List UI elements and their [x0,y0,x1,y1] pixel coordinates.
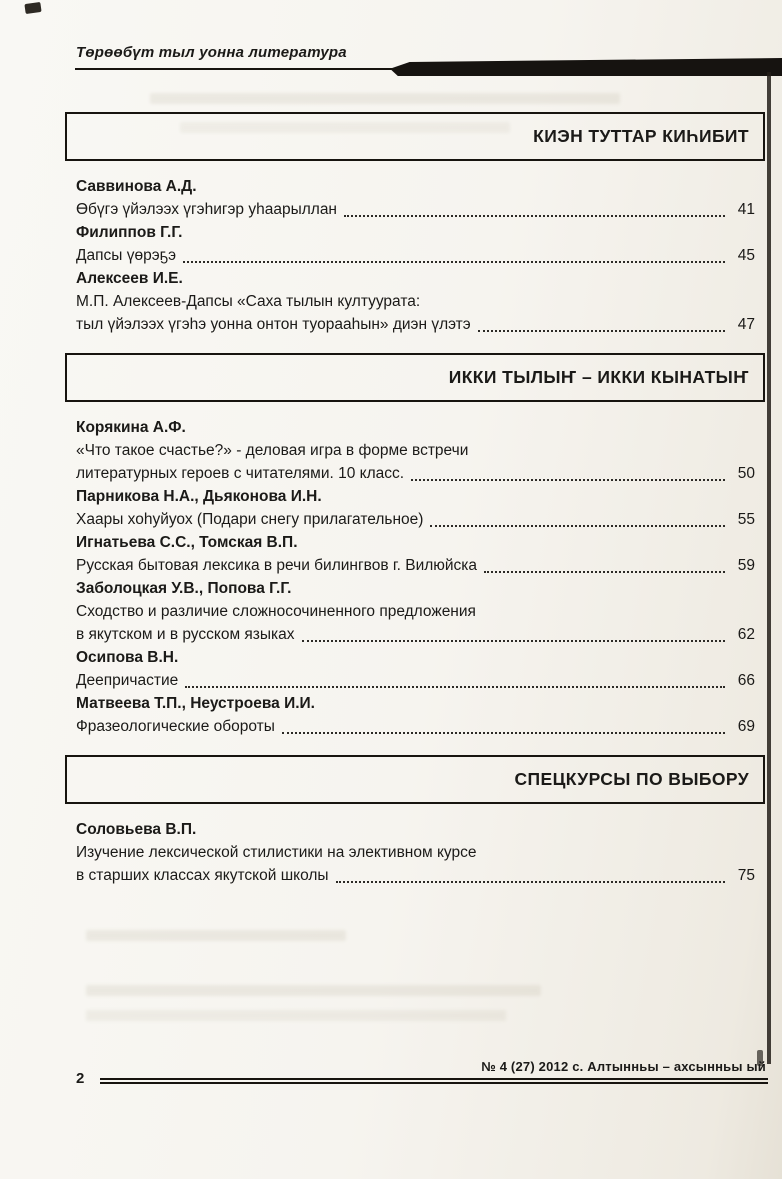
toc-entry-title: Өбүгэ үйэлээх үгэһигэр уһаарыллан [76,201,337,218]
toc-entry-title: Хаары хоһуйуох (Подари снегу прилагательное) [76,511,424,528]
toc-entry-page-number: 69 [737,718,755,735]
dot-leader [183,261,725,263]
toc-entry-title: «Что такое счастье?» - деловая игра в форме встречи [76,442,469,459]
toc-entry-title-line [76,313,755,336]
section-entries [65,818,765,887]
toc-entry-authors: Саввинова А.Д. [76,178,197,195]
toc-entry-title-line [76,198,755,221]
toc-entry [76,416,755,485]
bleed-through-text [86,985,541,996]
toc-entry-title: Деепричастие [76,672,179,689]
header-rule [75,68,405,70]
toc-entry-title-line [76,462,755,485]
toc-entry-title: литературных героев с читателями. 10 класс. [76,465,405,482]
toc-entry-authors: Осипова В.Н. [76,649,179,666]
toc-entry-authors: Алексеев И.Е. [76,270,183,287]
toc-entry [76,485,755,531]
toc-entry-page-number: 41 [737,201,755,218]
toc-entry-title: Изучение лексической стилистики на элективном курсе [76,844,477,861]
toc-entry-authors: Корякина А.Ф. [76,419,186,436]
toc-entry-page-number: 66 [737,672,755,689]
section-header-kien-tuttar [65,112,765,161]
toc-entry [76,267,755,336]
toc-entry-page-number: 62 [737,626,755,643]
dot-leader [336,881,725,883]
toc-entry [76,531,755,577]
dot-leader [344,215,725,217]
toc-entry-title: тыл үйэлээх үгэһэ уонна онтон туорааһын» диэн үлэтэ [76,316,471,333]
footer-double-rule [100,1078,768,1084]
section-header-ikki-tylyn [65,353,765,402]
dot-leader [282,732,725,734]
section-entries [65,416,765,738]
toc-entry [76,577,755,646]
toc-entry-page-number: 75 [737,867,755,884]
section-title: КИЭН ТУТТАР КИҺИБИТ [533,126,749,146]
bleed-through-text [86,930,346,941]
toc-entry-page-number: 50 [737,465,755,482]
toc-entry-title-line [76,244,755,267]
toc-entry-title-line [76,864,755,887]
dot-leader [430,525,725,527]
section-title: СПЕЦКУРСЫ ПО ВЫБОРУ [514,769,749,789]
toc-entry-page-number: 45 [737,247,755,264]
toc-entry-authors: Заболоцкая У.В., Попова Г.Г. [76,580,292,597]
toc-entry-authors: Соловьева В.П. [76,821,197,838]
toc-entry-title: М.П. Алексеев-Дапсы «Саха тылын култуурата: [76,293,421,310]
toc-entry-title: Дапсы үөрэҕэ [76,247,177,264]
toc-entry [76,221,755,267]
toc-entry-title-line [76,669,755,692]
toc-entry-authors: Игнатьева С.С., Томская В.П. [76,534,298,551]
toc-entry-title: Русская бытовая лексика в речи билингвов г. Вилюйска [76,557,478,574]
section-entries [65,175,765,336]
toc-entry-title-line [76,623,755,646]
issue-line: № 4 (27) 2012 с. Алтынньы – ахсынньы ый [481,1059,766,1074]
toc-entry [76,646,755,692]
toc-entry-title: Фразеологические обороты [76,718,275,735]
toc-entry-title-line [76,554,755,577]
toc-entry-authors: Матвеева Т.П., Неустроева И.И. [76,695,315,712]
bleed-through-text [150,93,620,104]
table-of-contents [65,112,765,904]
toc-entry-title-line [76,508,755,531]
toc-entry [76,175,755,221]
scan-artifact-top-edge [390,58,782,76]
dot-leader [484,571,725,573]
toc-entry [76,818,755,887]
dot-leader [185,686,725,688]
toc-entry [76,692,755,738]
dot-leader [411,479,725,481]
toc-entry-title: Сходство и различие сложносочиненного предложения [76,603,476,620]
toc-entry-title-line [76,715,755,738]
folio-page-number: 2 [76,1070,85,1087]
dot-leader [302,640,725,642]
dot-leader [478,330,725,332]
scan-artifact-right-edge [767,72,771,1064]
toc-entry-authors: Парникова Н.А., Дьяконова И.Н. [76,488,322,505]
toc-entry-page-number: 47 [737,316,755,333]
toc-entry-page-number: 55 [737,511,755,528]
toc-entry-authors: Филиппов Г.Г. [76,224,183,241]
section-header-speckursy [65,755,765,804]
journal-running-head: Төрөөбүт тыл уонна литература [76,44,347,61]
section-title: ИККИ ТЫЛЫҤ – ИККИ КЫНАТЫҤ [448,367,749,387]
toc-entry-page-number: 59 [737,557,755,574]
scan-artifact-top-left [24,2,41,14]
toc-entry-title: в якутском и в русском языках [76,626,295,643]
bleed-through-text [86,1010,506,1021]
toc-entry-title: в старших классах якутской школы [76,867,329,884]
